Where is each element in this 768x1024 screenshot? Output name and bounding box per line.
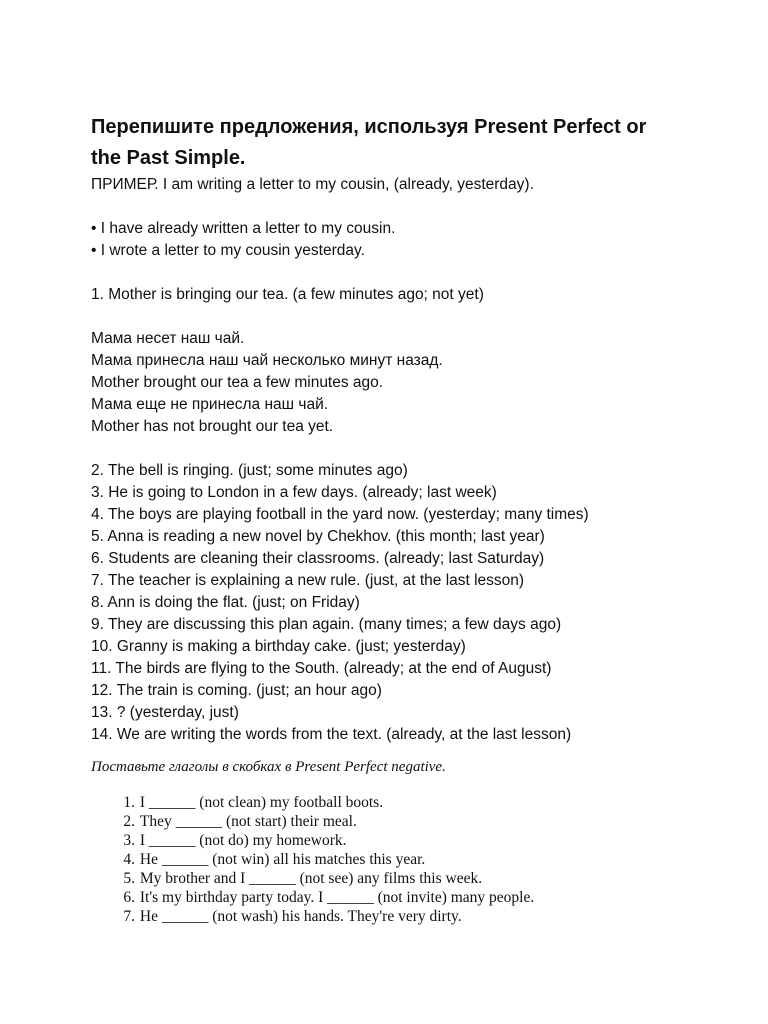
spacer bbox=[91, 306, 731, 328]
spacer bbox=[91, 438, 731, 460]
worksheet bbox=[91, 112, 731, 746]
list-item bbox=[91, 831, 534, 850]
task-item: 11. The birds are flying to the South. (already; at the end of August) bbox=[91, 660, 552, 677]
task-item: 3. He is going to London in a few days. (already; last week) bbox=[91, 484, 497, 501]
task-1-line: Мама принесла наш чай несколько минут назад. bbox=[91, 352, 443, 369]
item-text: He ______ (not wash) his hands. They're very dirty. bbox=[139, 908, 462, 925]
spacer bbox=[91, 196, 731, 218]
item-text: He ______ (not win) all his matches this year. bbox=[139, 851, 426, 868]
list-item bbox=[91, 793, 534, 812]
item-text: They ______ (not start) their meal. bbox=[139, 813, 357, 830]
exercise-2-list bbox=[91, 793, 534, 926]
task-item: 8. Ann is doing the flat. (just; on Friday) bbox=[91, 594, 360, 611]
item-number: 3. bbox=[123, 832, 135, 849]
task-item: 2. The bell is ringing. (just; some minutes ago) bbox=[91, 462, 408, 479]
task-item: 4. The boys are playing football in the yard now. (yesterday; many times) bbox=[91, 506, 589, 523]
task-1-line: Mother has not brought our tea yet. bbox=[91, 418, 334, 435]
exercise-2-title: Поставьте глаголы в скобках в Present Perfect negative. bbox=[91, 759, 446, 775]
task-item: 9. They are discussing this plan again. (many times; a few days ago) bbox=[91, 616, 562, 633]
example-intro: ПРИМЕР. I am writing a letter to my cousin, (already, yesterday). bbox=[91, 176, 534, 193]
item-number: 7. bbox=[123, 908, 135, 925]
item-text: I ______ (not do) my homework. bbox=[139, 832, 347, 849]
task-item: 5. Anna is reading a new novel by Chekhov. (this month; last year) bbox=[91, 528, 545, 545]
example-answer-1: • I have already written a letter to my cousin. bbox=[91, 220, 396, 237]
item-text: My brother and I ______ (not see) any films this week. bbox=[139, 870, 483, 887]
task-item: 10. Granny is making a birthday cake. (just; yesterday) bbox=[91, 638, 466, 655]
task-item: 14. We are writing the words from the text. (already, at the last lesson) bbox=[91, 726, 572, 743]
task-item: 7. The teacher is explaining a new rule. (just, at the last lesson) bbox=[91, 572, 525, 589]
task-1-line: Mother brought our tea a few minutes ago. bbox=[91, 374, 384, 391]
item-number: 6. bbox=[123, 889, 135, 906]
item-text: It's my birthday party today. I ______ (not invite) many people. bbox=[139, 889, 535, 906]
item-text: I ______ (not clean) my football boots. bbox=[139, 794, 384, 811]
exercise-2 bbox=[91, 757, 731, 925]
page-title: Перепишите предложения, используя Present Perfect or the Past Simple. bbox=[91, 116, 647, 169]
list-item bbox=[91, 888, 534, 907]
task-item: 13. ? (yesterday, just) bbox=[91, 704, 239, 721]
example-answer-2: • I wrote a letter to my cousin yesterday. bbox=[91, 242, 365, 259]
item-number: 5. bbox=[123, 870, 135, 887]
list-item bbox=[91, 907, 534, 926]
list-item bbox=[91, 812, 534, 831]
spacer bbox=[91, 262, 731, 284]
task-1-sentence: 1. Mother is bringing our tea. (a few minutes ago; not yet) bbox=[91, 286, 484, 303]
list-item bbox=[91, 869, 534, 888]
task-1-line: Мама несет наш чай. bbox=[91, 330, 245, 347]
item-number: 4. bbox=[123, 851, 135, 868]
item-number: 1. bbox=[123, 794, 135, 811]
item-number: 2. bbox=[123, 813, 135, 830]
task-1-line: Мама еще не принесла наш чай. bbox=[91, 396, 329, 413]
list-item bbox=[91, 850, 534, 869]
task-item: 12. The train is coming. (just; an hour ago) bbox=[91, 682, 382, 699]
task-item: 6. Students are cleaning their classrooms. (already; last Saturday) bbox=[91, 550, 545, 567]
